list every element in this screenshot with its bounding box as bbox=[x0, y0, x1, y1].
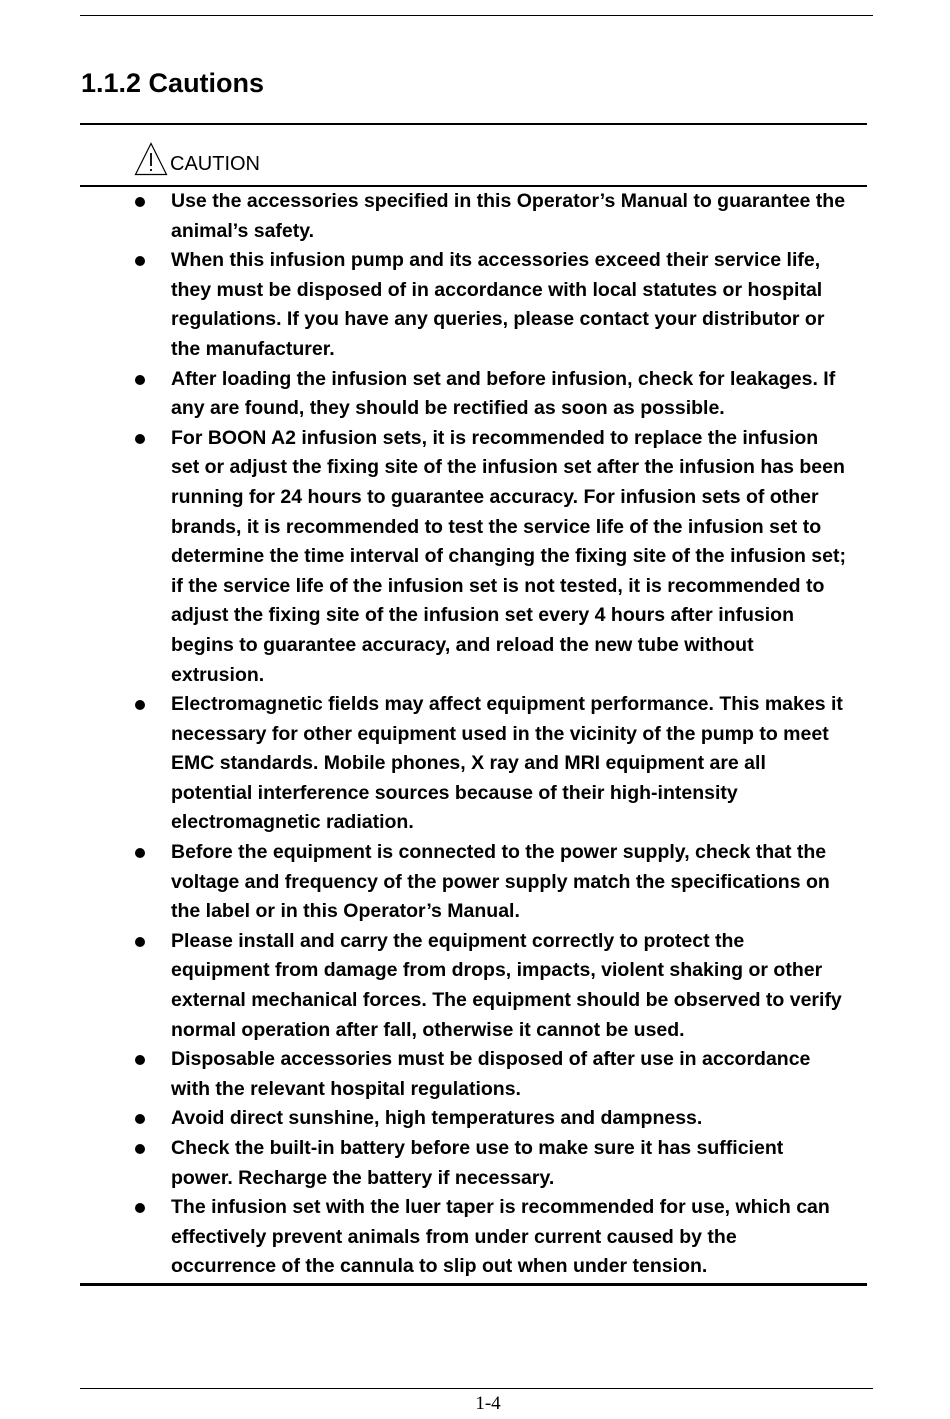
caution-item bbox=[0, 1045, 860, 1104]
bullet-icon bbox=[135, 1114, 145, 1124]
caution-item-line: external mechanical forces. The equipment should be observed to verify bbox=[171, 989, 842, 1012]
footer-rule bbox=[80, 1388, 873, 1389]
section-title: 1.1.2 Cautions bbox=[81, 68, 265, 98]
caution-item-line: After loading the infusion set and before infusion, check for leakages. If bbox=[171, 367, 836, 390]
caution-item-line: set or adjust the fixing site of the infusion set after the infusion has been bbox=[171, 456, 845, 479]
bullet-icon bbox=[135, 1055, 145, 1065]
caution-item-line: Before the equipment is connected to the power supply, check that the bbox=[171, 841, 827, 864]
caution-item-line: equipment from damage from drops, impacts, violent shaking or other bbox=[171, 959, 823, 982]
caution-label: CAUTION bbox=[170, 153, 260, 175]
page-number: 1-4 bbox=[475, 1393, 501, 1414]
caution-item bbox=[0, 1104, 860, 1134]
caution-item-line: Please install and carry the equipment correctly to protect the bbox=[171, 929, 745, 952]
bullet-icon bbox=[135, 375, 145, 385]
caution-item bbox=[0, 927, 860, 1045]
caution-item-line: Use the accessories specified in this Operator’s Manual to guarantee the bbox=[171, 190, 846, 212]
caution-item bbox=[0, 1134, 860, 1193]
caution-item-line: the label or in this Operator’s Manual. bbox=[171, 900, 520, 923]
caution-item bbox=[0, 690, 860, 838]
warning-triangle-icon bbox=[134, 142, 168, 176]
caution-item-line: begins to guarantee accuracy, and reload the new tube without bbox=[171, 633, 754, 656]
caution-item-line: running for 24 hours to guarantee accuracy. For infusion sets of other bbox=[171, 485, 819, 508]
caution-item-line: voltage and frequency of the power supply match the specifications on bbox=[171, 870, 830, 893]
caution-item bbox=[0, 187, 860, 246]
caution-item bbox=[0, 424, 860, 690]
caution-item-line: regulations. If you have any queries, please contact your distributor or bbox=[171, 308, 825, 331]
caution-item-line: normal operation after fall, otherwise it cannot be used. bbox=[171, 1018, 685, 1041]
caution-item-line: if the service life of the infusion set is not tested, it is recommended to bbox=[171, 574, 825, 597]
bullet-icon bbox=[135, 700, 145, 710]
caution-item-line: Check the built-in battery before use to make sure it has sufficient bbox=[171, 1137, 784, 1159]
bullet-icon bbox=[135, 848, 145, 858]
caution-item-line: animal’s safety. bbox=[171, 219, 315, 242]
caution-item-line: necessary for other equipment used in the vicinity of the pump to meet bbox=[171, 722, 829, 745]
caution-item-line: they must be disposed of in accordance with local statutes or hospital bbox=[171, 278, 823, 301]
caution-item-line: with the relevant hospital regulations. bbox=[171, 1077, 521, 1100]
caution-item-line: For BOON A2 infusion sets, it is recommended to replace the infusion bbox=[171, 426, 819, 449]
caution-item-line: Disposable accessories must be disposed of after use in accordance bbox=[171, 1048, 811, 1071]
caution-item bbox=[0, 838, 860, 927]
bullet-icon bbox=[135, 937, 145, 947]
bullet-icon bbox=[135, 256, 145, 266]
caution-item-line: the manufacturer. bbox=[171, 337, 335, 360]
caution-item bbox=[0, 1193, 860, 1282]
caution-item-line: Electromagnetic fields may affect equipment performance. This makes it bbox=[171, 693, 843, 716]
caution-item-line: electromagnetic radiation. bbox=[171, 811, 414, 834]
caution-item-line: extrusion. bbox=[171, 663, 265, 686]
caution-item-line: The infusion set with the luer taper is recommended for use, which can bbox=[171, 1196, 830, 1219]
bullet-icon bbox=[135, 434, 145, 444]
caution-item-line: occurrence of the cannula to slip out when under tension. bbox=[171, 1255, 708, 1278]
caution-item-line: determine the time interval of changing the fixing site of the infusion set; bbox=[171, 545, 846, 568]
caution-item-line: EMC standards. Mobile phones, X ray and MRI equipment are all bbox=[171, 752, 766, 775]
caution-item-line: adjust the fixing site of the infusion set every 4 hours after infusion bbox=[171, 604, 795, 627]
caution-item-line: effectively prevent animals from under current caused by the bbox=[171, 1225, 737, 1248]
caution-item-line: When this infusion pump and its accessories exceed their service life, bbox=[171, 249, 821, 272]
caution-item bbox=[0, 246, 860, 364]
caution-item-line: Avoid direct sunshine, high temperatures and dampness. bbox=[171, 1107, 703, 1130]
header-rule bbox=[80, 15, 873, 16]
caution-box-bottom-rule bbox=[80, 1283, 867, 1286]
caution-item bbox=[0, 365, 860, 424]
caution-item-line: potential interference sources because of their high-intensity bbox=[171, 781, 738, 804]
caution-item-line: any are found, they should be rectified as soon as possible. bbox=[171, 397, 725, 420]
caution-box-top-rule bbox=[80, 123, 867, 125]
bullet-icon bbox=[135, 1203, 145, 1213]
caution-item-line: power. Recharge the battery if necessary. bbox=[171, 1166, 555, 1189]
caution-header bbox=[134, 136, 260, 176]
bullet-icon bbox=[135, 197, 145, 207]
bullet-icon bbox=[135, 1144, 145, 1154]
caution-list bbox=[0, 187, 950, 1282]
caution-item-line: brands, it is recommended to test the service life of the infusion set to bbox=[171, 515, 822, 538]
